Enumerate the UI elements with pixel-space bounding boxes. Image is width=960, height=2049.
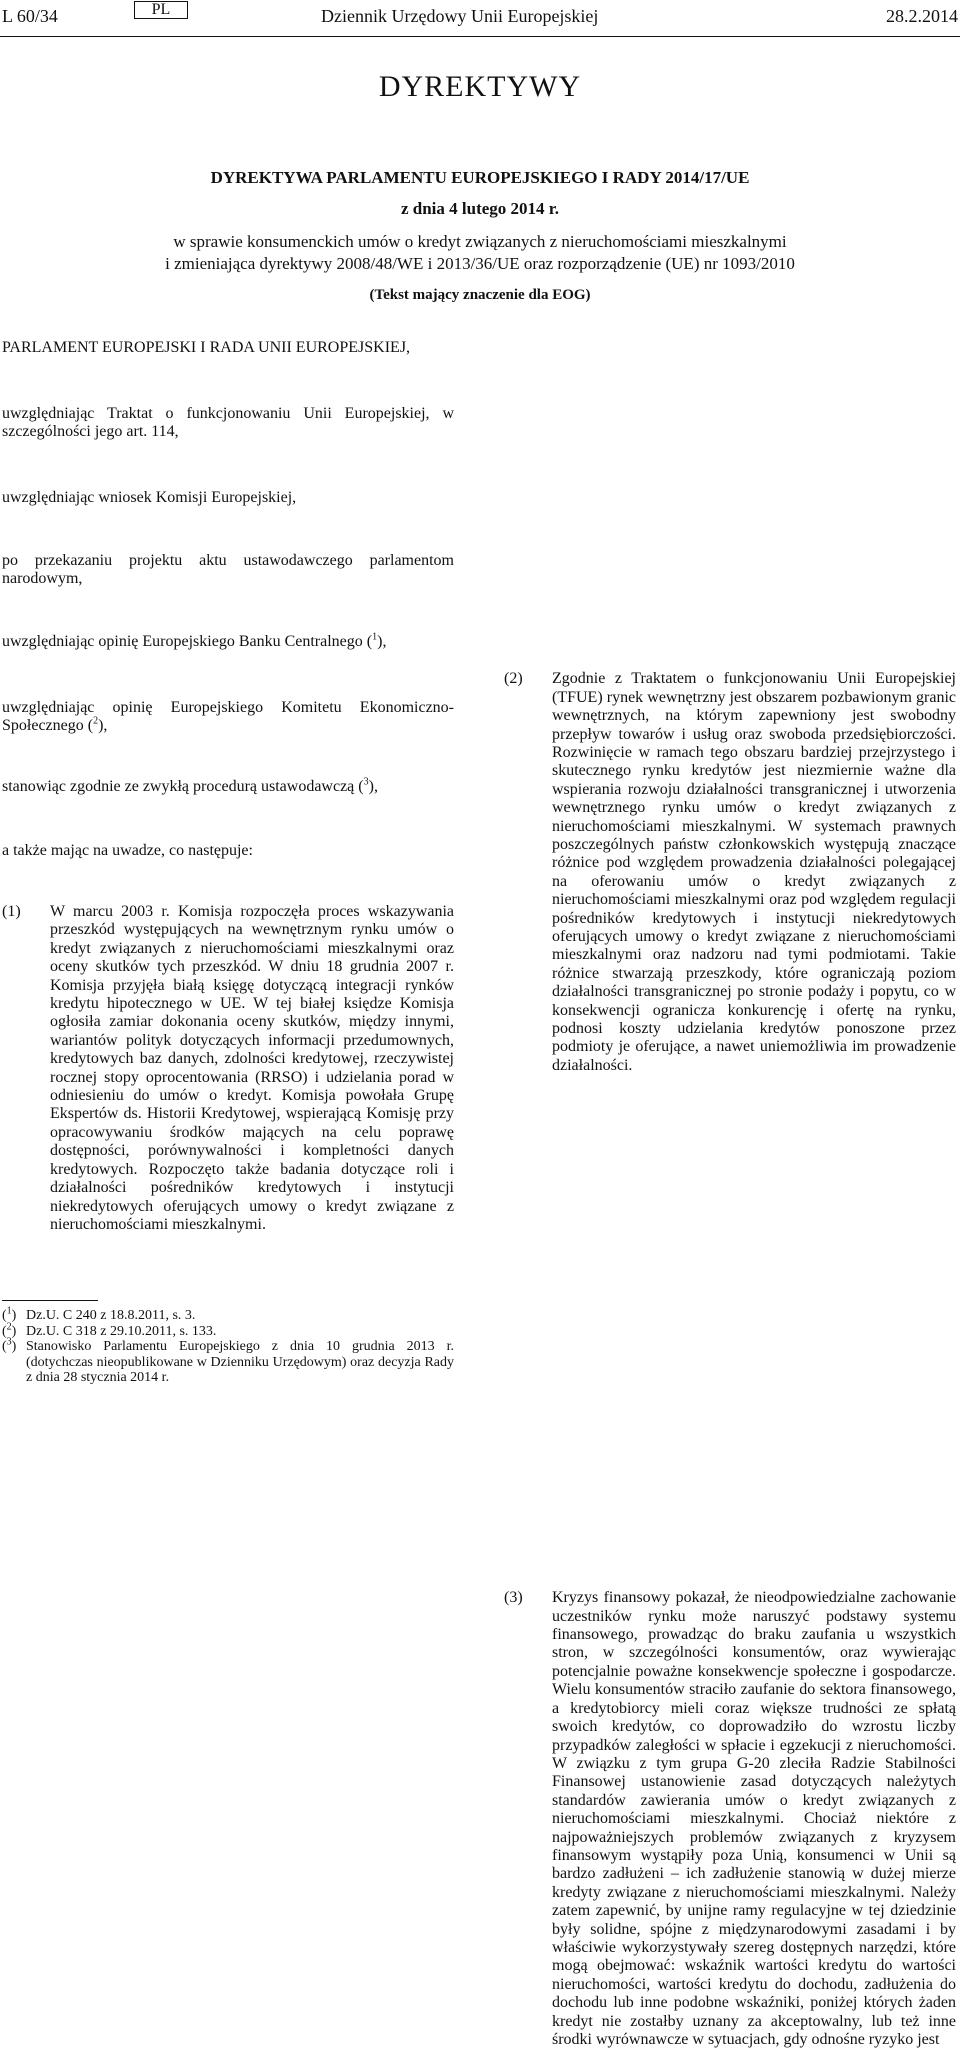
footnote-ref: 3 xyxy=(363,776,369,788)
footnote-number-value: 1 xyxy=(6,1305,12,1317)
whereas-intro: a także mając na uwadze, co następuje: xyxy=(2,842,253,859)
footnote-number-value: 3 xyxy=(6,1336,12,1348)
preamble-intro: PARLAMENT EUROPEJSKI I RADA UNII EUROPEJSKIEJ, xyxy=(2,339,411,356)
citation-treaty: uwzględniając Traktat o funkcjonowaniu Unii Europejskiej, w szczególności jego art. 114, xyxy=(2,405,454,441)
footnote-3 xyxy=(2,1336,454,1386)
directive-subject-line2: i zmieniająca dyrektywy 2008/48/WE i 2013/36/UE oraz rozporządzenie (UE) nr 1093/2010 xyxy=(165,254,795,273)
footnotes xyxy=(2,1305,454,1386)
recital-number: (1) xyxy=(2,903,21,920)
footnote-number: ($^2$) xyxy=(2,1320,17,1339)
page-reference: L 60/34 xyxy=(2,6,58,26)
recital-text: W marcu 2003 r. Komisja rozpoczęła proces wskazywania przeszkód występujących na wewnętrznym rynku umów o kredyt związanych z nieruchomościami mieszkalnymi oraz oceny skutków tych przeszkód. W dniu 18 grudnia 2007 r. Komisja przyjęła białą księgę dotyczącą integracji rynków kredytu hipotecznego w UE. W tej białej księdze Komisja ogłosiła zamiar dokonania oceny skutków, między innymi, wariantów polityk dotyczących informacji przedumownych, kredytowych baz danych, zdolności kredytowej, rzeczywistej rocznej stopy oprocentowania (RRSO) i udzielania porad w odniesieniu do umów o kredyt. Komisja powołała Grupę Ekspertów ds. Historii Kredytowej, wspierającą Komisję przy opracowywaniu środków mających na celu poprawę dostępności, porównywalności i kompletności danych kredytowych. Rozpoczęto także badania dotyczące roli i działalności pośredników kredytowych i instytucji niekredytowych oferujących umowy o kredyt związane z nieruchomościami mieszkalnymi. xyxy=(50,903,454,1233)
footnote-number-value: 2 xyxy=(6,1320,12,1332)
directive-date: z dnia 4 lutego 2014 r. xyxy=(400,199,560,218)
citation-end: ), xyxy=(368,778,378,795)
citation-text: stanowiąc zgodnie ze zwykłą procedurą ustawodawczą ( xyxy=(2,778,364,795)
footnote-separator xyxy=(2,1300,98,1301)
journal-title: Dziennik Urzędowy Unii Europejskiej xyxy=(321,6,599,26)
recital-3 xyxy=(504,1589,956,2049)
recital-2 xyxy=(504,670,956,1075)
footnote-text: Stanowisko Parlamentu Europejskiego z dnia 10 grudnia 2013 r. (dotychczas nieopublikowane w Dzienniku Urzędowym) oraz decyzja Rady z dnia 28 stycznia 2014 r. xyxy=(26,1339,454,1386)
citation-ecb-opinion xyxy=(2,633,454,651)
publication-date: 28.2.2014 xyxy=(886,6,958,26)
citation-legislative-procedure xyxy=(2,778,454,796)
language-code-box: PL xyxy=(134,1,188,19)
footnote-ref: 2 xyxy=(93,716,99,728)
citation-end: ), xyxy=(98,717,108,735)
footnote-number: ($^3$) xyxy=(2,1336,17,1355)
directive-title: DYREKTYWA PARLAMENTU EUROPEJSKIEGO I RADY 2014/17/UE xyxy=(210,168,750,187)
section-title: DYREKTYWY xyxy=(378,70,582,103)
recital-1 xyxy=(2,903,454,1234)
footnote-text: Dz.U. C 318 z 29.10.2011, s. 133. xyxy=(26,1323,217,1339)
recital-number: (2) xyxy=(504,670,523,688)
footnote-text: Dz.U. C 240 z 18.8.2011, s. 3. xyxy=(26,1308,196,1323)
citation-national-parliaments: po przekazaniu projektu aktu ustawodawczego parlamentom narodowym, xyxy=(2,552,454,588)
citation-eesc-opinion xyxy=(2,699,454,736)
citation-end: ), xyxy=(377,633,387,650)
citation-commission-proposal: uwzględniając wniosek Komisji Europejskiej, xyxy=(2,489,297,506)
header-rule xyxy=(0,36,960,37)
citation-text: uwzględniając opinię Europejskiego Komitetu Ekonomiczno-Społecznego ( xyxy=(2,699,454,735)
recital-text: Kryzys finansowy pokazał, że nieodpowiedzialne zachowanie uczestników rynku może naruszyć podstawy systemu finansowego, prowadząc do braku zaufania u wszystkich stron, w szczególności konsumentów, oraz wywierając potencjalnie poważne konsekwencje społeczne i gospodarcze. Wielu konsumentów straciło zaufanie do sektora finansowego, a kredytobiorcy mieli coraz większe trudności ze spłatą swoich kredytów, co doprowadziło do wzrostu liczby przypadków zaległości w spłacie i egzekucji z nieruchomości. W związku z tym grupa G-20 zleciła Radzie Stabilności Finansowej ustanowienie zasad dotyczących należytych standardów zawierania umów o kredyt związanych z nieruchomościami mieszkalnymi. Chociaż niektóre z najpoważniejszych problemów związanych z kryzysem finansowym wystąpiły poza Unią, konsumenci w Unii są bardzo zadłużeni – ich zadłużenie stanowią w dużej mierze kredyty związane z nieruchomościami mieszkalnymi. Należy zatem zapewnić, by unijne ramy regulacyjne w tej dziedzinie były solidne, spójne z międzynarodowymi zasadami i by właściwie wykorzystywały szereg dostępnych narzędzi, które mogą obejmować: wskaźnik wartości kredytu do wartości nieruchomości, wartości kredytu do dochodu, zadłużenia do dochodu lub inne podobne wskaźniki, poniżej których żaden kredyt nie zostałby uznany za akceptowalny, lub też inne środki wyrównawcze w sytuacjach, gdy odnośne ryzyko jest xyxy=(552,1589,956,2048)
footnote-2 xyxy=(2,1320,454,1340)
eea-relevance-note: (Tekst mający znaczenie dla EOG) xyxy=(369,287,591,303)
footnote-ref: 1 xyxy=(372,631,378,643)
footnote-number: ($^1$) xyxy=(2,1305,17,1323)
citation-text: uwzględniając opinię Europejskiego Banku Centralnego ( xyxy=(2,633,373,650)
footnote-1 xyxy=(2,1305,454,1324)
recital-text: Zgodnie z Traktatem o funkcjonowaniu Unii Europejskiej (TFUE) rynek wewnętrzny jest obszarem pozbawionym granic wewnętrznych, na którym zapewniony jest swobodny przepływ towarów i usług oraz swoboda przedsiębiorczości. Rozwinięcie w ramach tego obszaru bardziej przejrzystego i skutecznego rynku kredytów jest niezmiernie ważne dla wspierania rozwoju działalności transgranicznej i utworzenia wewnętrznego rynku umów o kredyt związanych z nieruchomościami mieszkalnymi. W systemach prawnych poszczególnych państw członkowskich występują znaczące różnice pod względem prowadzenia działalności polegającej na oferowaniu umów o kredyt związanych z nieruchomościami mieszkalnymi oraz pod względem regulacji pośredników kredytowych i instytucji niekredytowych oferujących umowy o kredyt związane z nieruchomościami mieszkalnymi oraz nadzoru nad tymi podmiotami. Takie różnice stwarzają przeszkody, które ograniczają poziom działalności transgranicznej po stronie podaży i popytu, co w konsekwencji ogranicza konkurencję i ofertę na rynku, podnosi koszty udzielania kredytów ponoszone przez podmioty je oferujące, a nawet uniemożliwia im prowadzenie działalności. xyxy=(552,670,956,1074)
directive-subject-line1: w sprawie konsumenckich umów o kredyt związanych z nieruchomościami mieszkalnymi xyxy=(173,232,787,251)
recital-number: (3) xyxy=(504,1589,523,1607)
